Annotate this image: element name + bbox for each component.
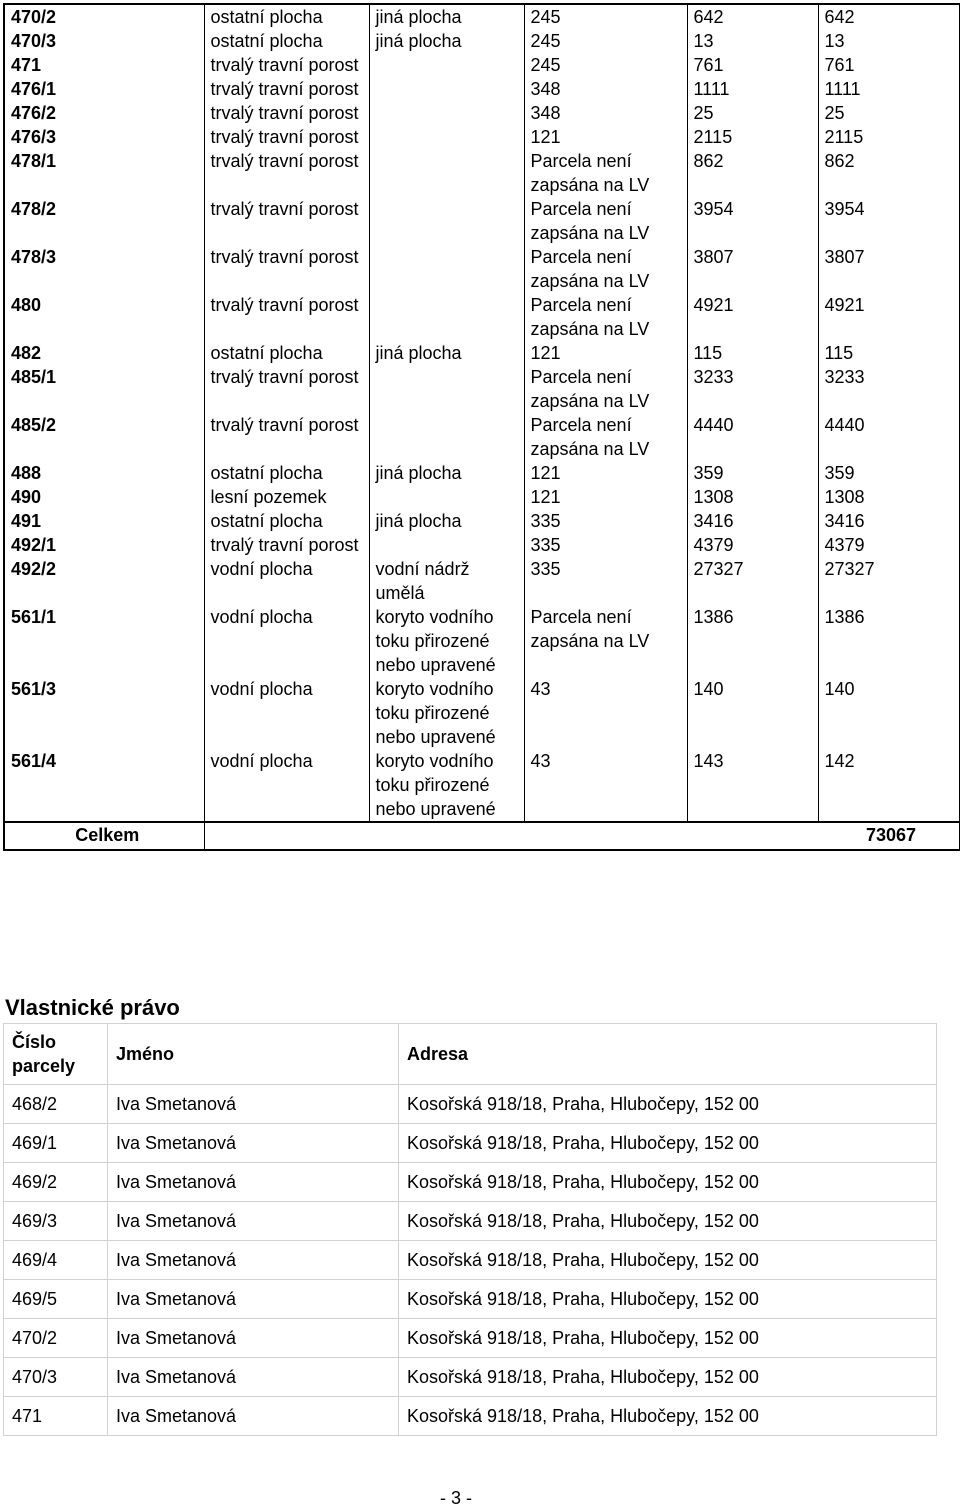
cell-owner-name: Iva Smetanová bbox=[108, 1358, 399, 1397]
ownership-row bbox=[4, 1241, 937, 1280]
parcel-row bbox=[4, 29, 960, 53]
cell-usage bbox=[369, 485, 524, 509]
cell-owner-address: Kosořská 918/18, Praha, Hlubočepy, 152 00 bbox=[399, 1241, 937, 1280]
cell-lv-number: 121 bbox=[524, 485, 687, 509]
cell-owner-address: Kosořská 918/18, Praha, Hlubočepy, 152 00 bbox=[399, 1319, 937, 1358]
cell-land-type: ostatní plocha bbox=[204, 461, 369, 485]
cell-parcel-number: 469/4 bbox=[4, 1241, 108, 1280]
cell-usage bbox=[369, 101, 524, 125]
cell-usage bbox=[369, 365, 524, 413]
ownership-heading: Vlastnické právo bbox=[5, 995, 180, 1020]
cell-parcel-number: 561/3 bbox=[4, 677, 204, 749]
cell-parcel-number: 476/3 bbox=[4, 125, 204, 149]
cell-parcel-number: 468/2 bbox=[4, 1085, 108, 1124]
cell-lv-number: 245 bbox=[524, 4, 687, 29]
cell-parcel-number: 485/2 bbox=[4, 413, 204, 461]
parcel-row bbox=[4, 149, 960, 197]
cell-owner-name: Iva Smetanová bbox=[108, 1397, 399, 1436]
cell-lv-number: Parcela není zapsána na LV bbox=[524, 245, 687, 293]
parcel-row bbox=[4, 77, 960, 101]
parcel-row bbox=[4, 677, 960, 749]
cell-area-value: 1386 bbox=[818, 605, 960, 677]
ownership-header-row bbox=[4, 1024, 937, 1085]
cell-parcel-number: 482 bbox=[4, 341, 204, 365]
cell-lv-number: 43 bbox=[524, 749, 687, 822]
cell-parcel-number: 469/3 bbox=[4, 1202, 108, 1241]
cell-parcel-number: 492/1 bbox=[4, 533, 204, 557]
header-parcel-number: Číslo parcely bbox=[4, 1024, 108, 1085]
cell-area-value: 862 bbox=[818, 149, 960, 197]
parcel-row bbox=[4, 341, 960, 365]
cell-usage bbox=[369, 149, 524, 197]
cell-parcel-number: 471 bbox=[4, 53, 204, 77]
cell-usage bbox=[369, 293, 524, 341]
cell-owner-name: Iva Smetanová bbox=[108, 1085, 399, 1124]
cell-usage: jiná plocha bbox=[369, 341, 524, 365]
cell-area: 3954 bbox=[687, 197, 818, 245]
cell-area-value: 3954 bbox=[818, 197, 960, 245]
cell-area: 115 bbox=[687, 341, 818, 365]
ownership-row bbox=[4, 1397, 937, 1436]
parcels-table bbox=[3, 3, 960, 851]
cell-area-value: 4440 bbox=[818, 413, 960, 461]
cell-parcel-number: 469/1 bbox=[4, 1124, 108, 1163]
cell-land-type: trvalý travní porost bbox=[204, 533, 369, 557]
cell-parcel-number: 490 bbox=[4, 485, 204, 509]
parcel-row bbox=[4, 485, 960, 509]
cell-area: 13 bbox=[687, 29, 818, 53]
cell-parcel-number: 470/3 bbox=[4, 1358, 108, 1397]
cell-usage bbox=[369, 77, 524, 101]
cell-area: 1111 bbox=[687, 77, 818, 101]
ownership-row bbox=[4, 1280, 937, 1319]
cell-owner-address: Kosořská 918/18, Praha, Hlubočepy, 152 00 bbox=[399, 1124, 937, 1163]
cell-area: 140 bbox=[687, 677, 818, 749]
cell-usage: vodní nádrž umělá bbox=[369, 557, 524, 605]
cell-area-value: 1111 bbox=[818, 77, 960, 101]
cell-area: 862 bbox=[687, 149, 818, 197]
cell-area: 3416 bbox=[687, 509, 818, 533]
cell-area: 3807 bbox=[687, 245, 818, 293]
cell-land-type: ostatní plocha bbox=[204, 509, 369, 533]
cell-area-value: 142 bbox=[818, 749, 960, 822]
ownership-row bbox=[4, 1124, 937, 1163]
cell-land-type: trvalý travní porost bbox=[204, 101, 369, 125]
cell-parcel-number: 488 bbox=[4, 461, 204, 485]
cell-lv-number: 121 bbox=[524, 341, 687, 365]
cell-area-value: 115 bbox=[818, 341, 960, 365]
cell-land-type: ostatní plocha bbox=[204, 29, 369, 53]
cell-owner-address: Kosořská 918/18, Praha, Hlubočepy, 152 00 bbox=[399, 1202, 937, 1241]
cell-usage: jiná plocha bbox=[369, 461, 524, 485]
header-address: Adresa bbox=[399, 1024, 937, 1085]
cell-lv-number: 348 bbox=[524, 101, 687, 125]
parcel-row bbox=[4, 533, 960, 557]
cell-area: 25 bbox=[687, 101, 818, 125]
parcels-table-body bbox=[4, 4, 960, 850]
parcel-row bbox=[4, 509, 960, 533]
cell-area: 4379 bbox=[687, 533, 818, 557]
cell-area-value: 4379 bbox=[818, 533, 960, 557]
cell-land-type: vodní plocha bbox=[204, 677, 369, 749]
cell-land-type: trvalý travní porost bbox=[204, 245, 369, 293]
total-value: 73067 bbox=[204, 822, 960, 850]
cell-land-type: vodní plocha bbox=[204, 749, 369, 822]
cell-owner-name: Iva Smetanová bbox=[108, 1163, 399, 1202]
cell-usage: koryto vodního toku přirozené nebo upravené bbox=[369, 677, 524, 749]
cell-parcel-number: 470/2 bbox=[4, 1319, 108, 1358]
cell-parcel-number: 476/1 bbox=[4, 77, 204, 101]
cell-land-type: trvalý travní porost bbox=[204, 125, 369, 149]
cell-area-value: 359 bbox=[818, 461, 960, 485]
cell-lv-number: 121 bbox=[524, 125, 687, 149]
cell-owner-name: Iva Smetanová bbox=[108, 1202, 399, 1241]
cell-owner-name: Iva Smetanová bbox=[108, 1124, 399, 1163]
cell-parcel-number: 476/2 bbox=[4, 101, 204, 125]
cell-owner-address: Kosořská 918/18, Praha, Hlubočepy, 152 00 bbox=[399, 1280, 937, 1319]
cell-land-type: vodní plocha bbox=[204, 605, 369, 677]
cell-owner-address: Kosořská 918/18, Praha, Hlubočepy, 152 00 bbox=[399, 1085, 937, 1124]
total-label: Celkem bbox=[4, 822, 204, 850]
cell-usage bbox=[369, 413, 524, 461]
cell-lv-number: 335 bbox=[524, 533, 687, 557]
page-number: - 3 - bbox=[440, 1488, 473, 1508]
cell-owner-address: Kosořská 918/18, Praha, Hlubočepy, 152 00 bbox=[399, 1358, 937, 1397]
cell-usage: koryto vodního toku přirozené nebo upravené bbox=[369, 749, 524, 822]
parcel-row bbox=[4, 605, 960, 677]
cell-area-value: 3416 bbox=[818, 509, 960, 533]
ownership-table bbox=[3, 1023, 937, 1436]
cell-land-type: ostatní plocha bbox=[204, 4, 369, 29]
cell-area: 27327 bbox=[687, 557, 818, 605]
cell-usage bbox=[369, 125, 524, 149]
parcel-row bbox=[4, 413, 960, 461]
cell-land-type: trvalý travní porost bbox=[204, 197, 369, 245]
cell-usage: koryto vodního toku přirozené nebo upravené bbox=[369, 605, 524, 677]
cell-land-type: trvalý travní porost bbox=[204, 293, 369, 341]
cell-parcel-number: 471 bbox=[4, 1397, 108, 1436]
cell-parcel-number: 480 bbox=[4, 293, 204, 341]
cell-parcel-number: 478/1 bbox=[4, 149, 204, 197]
ownership-row bbox=[4, 1202, 937, 1241]
parcel-row bbox=[4, 125, 960, 149]
cell-usage bbox=[369, 197, 524, 245]
cell-usage bbox=[369, 245, 524, 293]
cell-area-value: 3233 bbox=[818, 365, 960, 413]
cell-lv-number: 121 bbox=[524, 461, 687, 485]
cell-area: 761 bbox=[687, 53, 818, 77]
cell-area-value: 27327 bbox=[818, 557, 960, 605]
cell-owner-address: Kosořská 918/18, Praha, Hlubočepy, 152 00 bbox=[399, 1397, 937, 1436]
parcel-row bbox=[4, 293, 960, 341]
cell-area: 2115 bbox=[687, 125, 818, 149]
cell-area-value: 2115 bbox=[818, 125, 960, 149]
cell-usage: jiná plocha bbox=[369, 509, 524, 533]
cell-usage: jiná plocha bbox=[369, 29, 524, 53]
cell-parcel-number: 491 bbox=[4, 509, 204, 533]
cell-owner-address: Kosořská 918/18, Praha, Hlubočepy, 152 00 bbox=[399, 1163, 937, 1202]
cell-land-type: trvalý travní porost bbox=[204, 149, 369, 197]
cell-owner-name: Iva Smetanová bbox=[108, 1319, 399, 1358]
parcel-row bbox=[4, 197, 960, 245]
total-row bbox=[4, 822, 960, 850]
cell-lv-number: Parcela není zapsána na LV bbox=[524, 293, 687, 341]
cell-area-value: 4921 bbox=[818, 293, 960, 341]
cell-owner-name: Iva Smetanová bbox=[108, 1241, 399, 1280]
cell-area: 1308 bbox=[687, 485, 818, 509]
ownership-row bbox=[4, 1319, 937, 1358]
cell-land-type: trvalý travní porost bbox=[204, 53, 369, 77]
cell-parcel-number: 478/2 bbox=[4, 197, 204, 245]
parcel-row bbox=[4, 245, 960, 293]
cell-land-type: trvalý travní porost bbox=[204, 365, 369, 413]
cell-parcel-number: 470/2 bbox=[4, 4, 204, 29]
cell-parcel-number: 492/2 bbox=[4, 557, 204, 605]
header-name: Jméno bbox=[108, 1024, 399, 1085]
cell-area-value: 642 bbox=[818, 4, 960, 29]
cell-lv-number: 335 bbox=[524, 557, 687, 605]
cell-parcel-number: 470/3 bbox=[4, 29, 204, 53]
ownership-row bbox=[4, 1163, 937, 1202]
cell-parcel-number: 469/5 bbox=[4, 1280, 108, 1319]
cell-parcel-number: 478/3 bbox=[4, 245, 204, 293]
cell-lv-number: Parcela není zapsána na LV bbox=[524, 413, 687, 461]
ownership-row bbox=[4, 1358, 937, 1397]
parcel-row bbox=[4, 4, 960, 29]
cell-lv-number: Parcela není zapsána na LV bbox=[524, 149, 687, 197]
ownership-table-body bbox=[4, 1024, 937, 1436]
cell-usage bbox=[369, 533, 524, 557]
cell-land-type: ostatní plocha bbox=[204, 341, 369, 365]
cell-land-type: trvalý travní porost bbox=[204, 413, 369, 461]
cell-area-value: 3807 bbox=[818, 245, 960, 293]
cell-owner-name: Iva Smetanová bbox=[108, 1280, 399, 1319]
cell-area: 3233 bbox=[687, 365, 818, 413]
ownership-row bbox=[4, 1085, 937, 1124]
cell-area: 143 bbox=[687, 749, 818, 822]
cell-area: 359 bbox=[687, 461, 818, 485]
parcel-row bbox=[4, 557, 960, 605]
parcel-row bbox=[4, 365, 960, 413]
cell-lv-number: 348 bbox=[524, 77, 687, 101]
cell-area-value: 13 bbox=[818, 29, 960, 53]
cell-parcel-number: 561/4 bbox=[4, 749, 204, 822]
cell-land-type: lesní pozemek bbox=[204, 485, 369, 509]
cell-area-value: 25 bbox=[818, 101, 960, 125]
cell-area-value: 1308 bbox=[818, 485, 960, 509]
cell-area: 4921 bbox=[687, 293, 818, 341]
cell-parcel-number: 561/1 bbox=[4, 605, 204, 677]
cell-land-type: trvalý travní porost bbox=[204, 77, 369, 101]
cell-lv-number: Parcela není zapsána na LV bbox=[524, 365, 687, 413]
cell-lv-number: 43 bbox=[524, 677, 687, 749]
cell-land-type: vodní plocha bbox=[204, 557, 369, 605]
cell-area: 4440 bbox=[687, 413, 818, 461]
parcel-row bbox=[4, 461, 960, 485]
cell-parcel-number: 485/1 bbox=[4, 365, 204, 413]
cell-lv-number: 245 bbox=[524, 29, 687, 53]
parcel-row bbox=[4, 101, 960, 125]
cell-parcel-number: 469/2 bbox=[4, 1163, 108, 1202]
parcel-row bbox=[4, 53, 960, 77]
cell-usage bbox=[369, 53, 524, 77]
cell-lv-number: 335 bbox=[524, 509, 687, 533]
cell-usage: jiná plocha bbox=[369, 4, 524, 29]
cell-lv-number: Parcela není zapsána na LV bbox=[524, 605, 687, 677]
cell-area: 642 bbox=[687, 4, 818, 29]
cell-lv-number: 245 bbox=[524, 53, 687, 77]
cell-area-value: 140 bbox=[818, 677, 960, 749]
cell-area-value: 761 bbox=[818, 53, 960, 77]
parcel-row bbox=[4, 749, 960, 822]
cell-area: 1386 bbox=[687, 605, 818, 677]
cell-lv-number: Parcela není zapsána na LV bbox=[524, 197, 687, 245]
